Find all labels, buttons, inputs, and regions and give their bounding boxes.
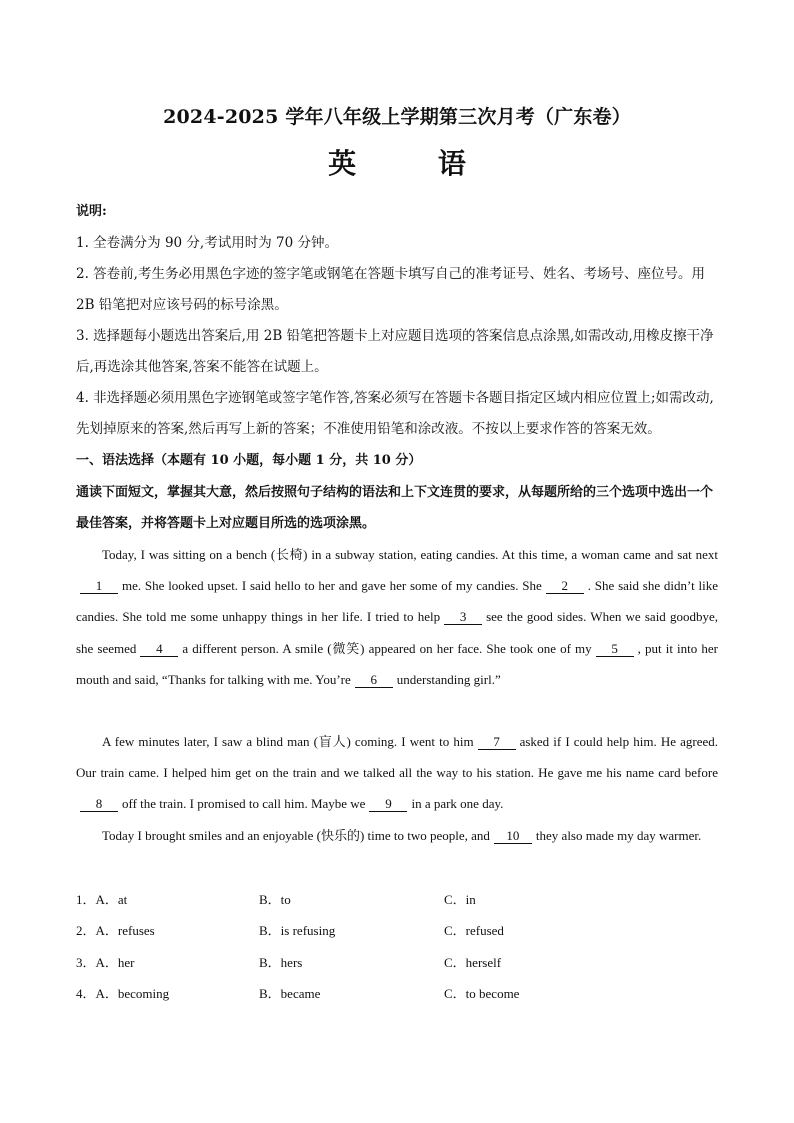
passage-text: they also made my day warmer.: [535, 828, 702, 843]
option-a: 1．A．at: [76, 892, 128, 907]
note-item: 4. 非选择题必须用黑色字迹钢笔或签字笔作答,答案必须写在答题卡各题目指定区域内相应位置上;如需改动,先划掉原来的答案,然后再写上新的答案；不准使用铅笔和涂改液。不按以上要求作答的答案无效。: [76, 390, 714, 437]
blank-2: 2: [546, 578, 584, 594]
passage-text: . She said she didn’t like candies. She told me some unhappy things in her life. I tried to help: [76, 578, 718, 625]
passage-text: understanding girl.”: [396, 671, 501, 687]
options-row-3: [76, 952, 718, 976]
option-b: B．is refusing: [259, 923, 336, 938]
notes-label: 说明:: [76, 204, 107, 219]
note-item: 1. 全卷满分为 90 分,考试用时为 70 分钟。: [76, 235, 338, 251]
options-row-2: [76, 920, 718, 944]
note-item: 3. 选择题每小题选出答案后,用 2B 铅笔把答题卡上对应题目选项的答案信息点涂黑,如需改动,用橡皮擦干净后,再选涂其他答案,答案不能答在试题上。: [76, 328, 714, 375]
option-a: 4．A．becoming: [76, 986, 170, 1001]
exam-title: 2024-2025 学年八年级上学期第三次月考（广东卷）: [163, 106, 631, 128]
blank-3: 3: [444, 609, 482, 625]
passage-text: off the train. I promised to call him. Maybe we: [122, 796, 366, 812]
passage-text: A few minutes later, I saw a blind man (盲人) coming. I went to him: [102, 734, 474, 749]
blank-5: 5: [596, 641, 634, 657]
passage-paragraph-1: [76, 539, 718, 695]
option-b: B．hers: [259, 955, 303, 970]
blank-1: 1: [80, 578, 118, 594]
blank-10: 10: [494, 828, 532, 844]
option-c: C．to become: [444, 986, 520, 1001]
passage-paragraph-2: [76, 726, 718, 820]
passage-paragraph-3: [76, 820, 718, 851]
section-instruction: 通读下面短文，掌握其大意，然后按照句子结构的语法和上下文连贯的要求，从每题所给的三个选项中选出一个最佳答案，并将答题卡上对应题目所选的选项涂黑。: [76, 485, 714, 531]
option-b: B．to: [259, 892, 291, 907]
option-c: C．in: [444, 892, 476, 907]
passage-text: asked if I could help him. He agreed. Our train came. I helped him get on the train and we talked all the way to his station. He gave me his name card before: [76, 734, 719, 781]
option-a: 2．A．refuses: [76, 923, 155, 938]
option-c: C．herself: [444, 955, 502, 970]
passage-text: see the good sides. When we said goodbye, she seemed: [76, 609, 719, 656]
blank-6: 6: [355, 672, 393, 688]
option-a: 3．A．her: [76, 955, 135, 970]
note-item: 2. 答卷前,考生务必用黑色字迹的签字笔或钢笔在答题卡填写自己的准考证号、姓名、考场号、座位号。用 2B 铅笔把对应该号码的标号涂黑。: [76, 266, 705, 313]
passage-text: me. She looked upset. I said hello to her and gave her some of my candies. She: [122, 578, 542, 594]
passage-text: a different person. A smile (微笑) appeared on her face. She took one of my: [182, 640, 592, 656]
blank-9: 9: [369, 796, 407, 812]
passage-text: , put it into her mouth and said, “Thanks for talking with me. You’re: [76, 640, 718, 687]
passage-text: in a park one day.: [411, 796, 504, 812]
option-c: C．refused: [444, 923, 504, 938]
passage-text: Today, I was sitting on a bench (长椅) in a subway station, eating candies. At this time, a woman came and sat next: [102, 547, 718, 562]
blank-7: 7: [478, 734, 516, 750]
options-row-4: [76, 983, 718, 1007]
options-row-1: [76, 889, 718, 913]
blank-8: 8: [80, 796, 118, 812]
blank-4: 4: [140, 641, 178, 657]
subject-title: 英 语: [328, 147, 502, 180]
passage-text: Today I brought smiles and an enjoyable (快乐的) time to two people, and: [102, 828, 490, 843]
option-b: B．became: [259, 986, 321, 1001]
section-heading: 一、语法选择（本题有 10 小题，每小题 1 分，共 10 分）: [76, 453, 422, 468]
